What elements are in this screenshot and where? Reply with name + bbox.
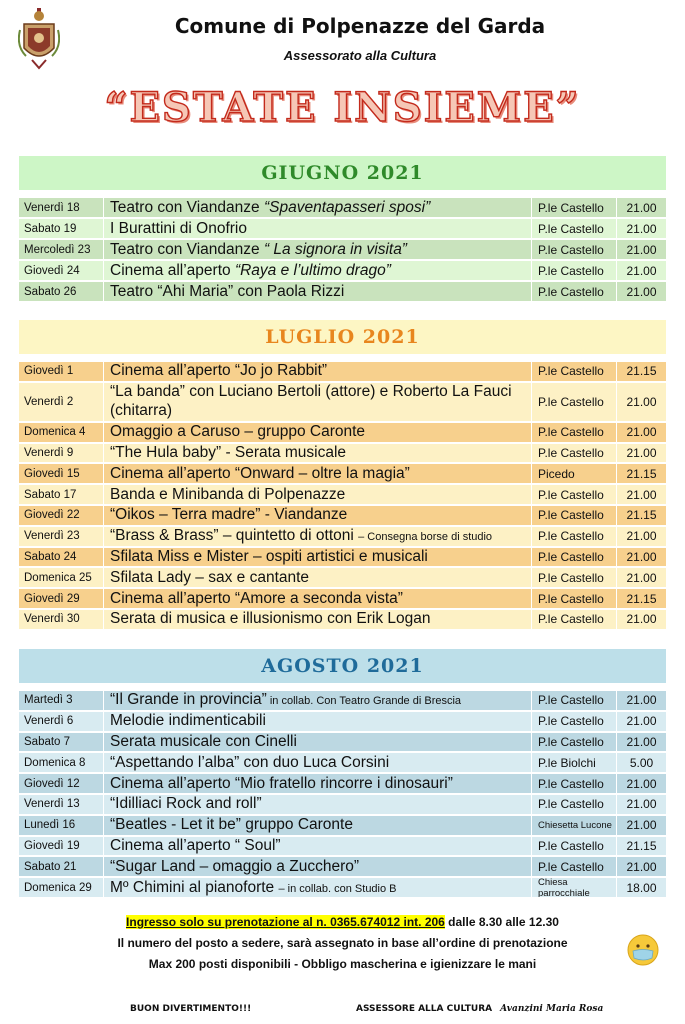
event-time: 21.00 <box>626 200 657 215</box>
event-day: Venerdì 9 <box>19 444 104 463</box>
event-day: Sabato 26 <box>19 282 104 301</box>
event-row <box>19 282 666 303</box>
event-place: P.le Biolchi <box>532 753 617 772</box>
event-name: Teatro “Ahi Maria” con Paola Rizzi <box>110 282 345 300</box>
event-row <box>19 857 666 878</box>
event-day: Sabato 19 <box>19 219 104 238</box>
event-time: 21.15 <box>626 364 657 379</box>
event-time: 21.15 <box>626 466 657 481</box>
event-name: Banda e Minibanda di Polpenazze <box>110 485 346 503</box>
signature-name: Avanzini Maria Rosa <box>500 1004 604 1014</box>
event-place: P.le Castello <box>532 712 617 731</box>
event-title <box>104 261 532 280</box>
event-name: Cinema all’aperto “Onward – oltre la magia” <box>110 464 410 482</box>
event-row <box>19 198 666 219</box>
event-name: Mº Chimini al pianoforte <box>110 878 279 896</box>
event-name: Sfilata Miss e Mister – ospiti artistici e musicali <box>110 547 428 565</box>
event-note: in collab. Con Teatro Grande di Brescia <box>266 695 462 708</box>
event-place: P.le Castello <box>532 261 617 280</box>
event-title <box>104 589 532 608</box>
event-day: Giovedì 19 <box>19 837 104 856</box>
event-place: P.le Castello <box>532 240 617 259</box>
event-day: Giovedì 29 <box>19 589 104 608</box>
event-place: P.le Castello <box>532 774 617 793</box>
event-row <box>19 691 666 712</box>
event-title <box>104 362 532 381</box>
event-name: I Burattini di Onofrio <box>110 219 247 237</box>
event-title <box>104 282 532 301</box>
signature <box>356 1004 603 1014</box>
event-title <box>104 423 532 442</box>
event-day: Sabato 21 <box>19 857 104 876</box>
event-name: “Brass & Brass” – quintetto di ottoni <box>110 527 359 545</box>
event-row <box>19 527 666 548</box>
event-day: Venerdì 6 <box>19 712 104 731</box>
event-place: P.le Castello <box>532 485 617 504</box>
event-place: P.le Castello <box>532 857 617 876</box>
event-title <box>104 219 532 238</box>
event-time: 21.15 <box>626 508 657 523</box>
event-subtitle: “Spaventapasseri sposi” <box>263 198 431 216</box>
goodbye-text: BUON DIVERTIMENTO!!! <box>130 1004 252 1014</box>
event-day: Domenica 4 <box>19 423 104 442</box>
event-place: P.le Castello <box>532 837 617 856</box>
event-time: 21.00 <box>626 445 657 460</box>
event-day: Domenica 29 <box>19 878 104 897</box>
event-place: P.le Castello <box>532 219 617 238</box>
event-name: Teatro con Viandanze <box>110 240 264 258</box>
footer <box>0 912 685 975</box>
event-subtitle: “Raya e l’ultimo drago” <box>234 261 391 279</box>
crest-icon <box>18 8 60 70</box>
event-name: Sfilata Lady – sax e cantante <box>110 568 310 586</box>
event-day: Lunedì 16 <box>19 816 104 835</box>
event-place: Chiesa parrocchiale <box>532 878 617 897</box>
event-day: Sabato 17 <box>19 485 104 504</box>
event-time: 21.00 <box>626 714 657 729</box>
event-row <box>19 444 666 465</box>
event-name: Cinema all’aperto “Mio fratello rincorre i dinosauri” <box>110 774 453 792</box>
event-name: “Sugar Land – omaggio a Zucchero” <box>110 857 360 875</box>
event-title <box>104 568 532 587</box>
event-name: “Beatles - Let it be” gruppo Caronte <box>110 816 353 834</box>
event-place: P.le Castello <box>532 527 617 546</box>
event-day: Sabato 7 <box>19 733 104 752</box>
event-place: P.le Castello <box>532 282 617 301</box>
event-day: Domenica 25 <box>19 568 104 587</box>
booking-line <box>0 912 685 933</box>
event-title <box>104 485 532 504</box>
event-time: 21.00 <box>626 818 657 833</box>
event-time: 21.00 <box>626 570 657 585</box>
event-row <box>19 712 666 733</box>
event-title <box>104 753 532 772</box>
booking-hours: dalle 8.30 alle 12.30 <box>444 915 559 929</box>
event-title <box>104 774 532 793</box>
event-time: 21.00 <box>626 734 657 749</box>
event-time: 21.00 <box>626 859 657 874</box>
event-place: P.le Castello <box>532 589 617 608</box>
section-title: LUGLIO 2021 <box>19 320 666 354</box>
section-giugno <box>19 156 666 303</box>
event-day: Martedì 3 <box>19 691 104 710</box>
event-row <box>19 774 666 795</box>
event-title <box>104 857 532 876</box>
event-time: 21.15 <box>626 591 657 606</box>
event-name: Melodie indimenticabili <box>110 712 266 730</box>
section-luglio <box>19 320 666 631</box>
event-day: Venerdì 23 <box>19 527 104 546</box>
event-place: P.le Castello <box>532 795 617 814</box>
event-place: Picedo <box>532 464 617 483</box>
event-place: P.le Castello <box>532 383 617 421</box>
event-time: 21.00 <box>626 242 657 257</box>
event-name: Teatro con Viandanze <box>110 198 264 216</box>
rules-note: Max 200 posti disponibili - Obbligo mascherina e igienizzare le mani <box>148 957 537 971</box>
event-title <box>104 383 532 421</box>
event-place: Chiesetta Lucone <box>532 816 617 835</box>
event-name: “Oikos – Terra madre” - Viandanze <box>110 506 348 524</box>
event-title: “ESTATE INSIEME” <box>104 84 581 131</box>
event-name: “Idilliaci Rock and roll” <box>110 795 262 813</box>
event-time: 21.15 <box>626 838 657 853</box>
event-row <box>19 610 666 631</box>
event-row <box>19 568 666 589</box>
event-row <box>19 362 666 383</box>
event-time: 21.00 <box>626 549 657 564</box>
event-row <box>19 423 666 444</box>
event-day: Venerdì 18 <box>19 198 104 217</box>
event-day: Giovedì 24 <box>19 261 104 280</box>
event-title <box>104 527 532 546</box>
event-place: P.le Castello <box>532 198 617 217</box>
event-row <box>19 464 666 485</box>
event-row <box>19 753 666 774</box>
event-title <box>104 816 532 835</box>
department-name: Assessorato alla Cultura <box>283 48 437 63</box>
event-title <box>104 712 532 731</box>
event-title <box>104 240 532 259</box>
event-day: Giovedì 15 <box>19 464 104 483</box>
event-name: Cinema all’aperto “Amore a seconda vista” <box>110 589 403 607</box>
event-day: Giovedì 22 <box>19 506 104 525</box>
header <box>0 0 685 150</box>
event-place: P.le Castello <box>532 444 617 463</box>
event-row <box>19 816 666 837</box>
section-title: GIUGNO 2021 <box>19 156 666 190</box>
event-day: Giovedì 12 <box>19 774 104 793</box>
event-row <box>19 589 666 610</box>
signature-role: ASSESSORE ALLA CULTURA <box>356 1004 493 1014</box>
event-day: Venerdì 30 <box>19 610 104 629</box>
event-row <box>19 548 666 569</box>
event-day: Mercoledì 23 <box>19 240 104 259</box>
event-title <box>104 837 532 856</box>
event-title <box>104 548 532 567</box>
event-row <box>19 383 666 423</box>
event-time: 18.00 <box>626 880 657 895</box>
event-row <box>19 878 666 899</box>
event-name: Cinema all’aperto “Jo jo Rabbit” <box>110 362 328 380</box>
event-time: 21.00 <box>626 693 657 708</box>
event-row <box>19 506 666 527</box>
event-place: P.le Castello <box>532 423 617 442</box>
event-time: 21.00 <box>626 263 657 278</box>
event-time: 21.00 <box>626 797 657 812</box>
event-place: P.le Castello <box>532 733 617 752</box>
event-name: Cinema all’aperto “ Soul” <box>110 836 281 854</box>
event-title <box>104 733 532 752</box>
event-name: Omaggio a Caruso – gruppo Caronte <box>110 423 366 441</box>
event-time: 21.00 <box>626 612 657 627</box>
event-title <box>104 464 532 483</box>
event-name: Cinema all’aperto <box>110 261 235 279</box>
event-time: 21.00 <box>626 487 657 502</box>
event-place: P.le Castello <box>532 362 617 381</box>
event-name: “Il Grande in provincia” <box>110 691 267 709</box>
event-title <box>104 444 532 463</box>
section-agosto <box>19 649 666 899</box>
event-name: “The Hula baby” - Serata musicale <box>110 443 347 461</box>
event-day: Domenica 8 <box>19 753 104 772</box>
section-title: AGOSTO 2021 <box>19 649 666 683</box>
event-row <box>19 733 666 754</box>
event-time: 21.00 <box>626 394 657 409</box>
event-name: “La banda” con Luciano Bertoli (attore) e Roberto La Fauci (chitarra) <box>110 382 512 419</box>
event-place: P.le Castello <box>532 691 617 710</box>
event-row <box>19 219 666 240</box>
event-title <box>104 691 532 710</box>
event-time: 21.00 <box>626 529 657 544</box>
event-name: “Aspettando l’alba” con duo Luca Corsini <box>110 753 390 771</box>
event-row <box>19 837 666 858</box>
event-time: 21.00 <box>626 221 657 236</box>
event-time: 21.00 <box>626 776 657 791</box>
event-day: Venerdì 2 <box>19 383 104 421</box>
event-row <box>19 240 666 261</box>
municipality-name: Comune di Polpenazze del Garda <box>174 14 546 38</box>
event-place: P.le Castello <box>532 568 617 587</box>
event-note: – Consegna borse di studio <box>358 531 493 544</box>
event-place: P.le Castello <box>532 506 617 525</box>
event-title <box>104 610 532 629</box>
event-row <box>19 261 666 282</box>
event-time: 21.00 <box>626 425 657 440</box>
event-subtitle: “ La signora in visita” <box>263 240 407 258</box>
event-title <box>104 506 532 525</box>
booking-highlight: Ingresso solo su prenotazione al n. 0365.674012 int. 206 <box>126 915 445 929</box>
event-title <box>104 878 532 897</box>
event-place: P.le Castello <box>532 548 617 567</box>
event-day: Giovedì 1 <box>19 362 104 381</box>
event-time: 21.00 <box>626 284 657 299</box>
event-time: 5.00 <box>629 755 654 770</box>
masked-smiley-icon <box>627 934 659 966</box>
event-title <box>104 198 532 217</box>
event-row <box>19 795 666 816</box>
event-note: – in collab. con Studio B <box>278 882 397 895</box>
seat-note: Il numero del posto a sedere, sarà assegnato in base all’ordine di prenotazione <box>117 936 568 950</box>
event-title <box>104 795 532 814</box>
event-place: P.le Castello <box>532 610 617 629</box>
event-day: Sabato 24 <box>19 548 104 567</box>
event-day: Venerdì 13 <box>19 795 104 814</box>
event-name: Serata di musica e illusionismo con Erik Logan <box>110 610 431 628</box>
event-row <box>19 485 666 506</box>
event-name: Serata musicale con Cinelli <box>110 732 297 750</box>
